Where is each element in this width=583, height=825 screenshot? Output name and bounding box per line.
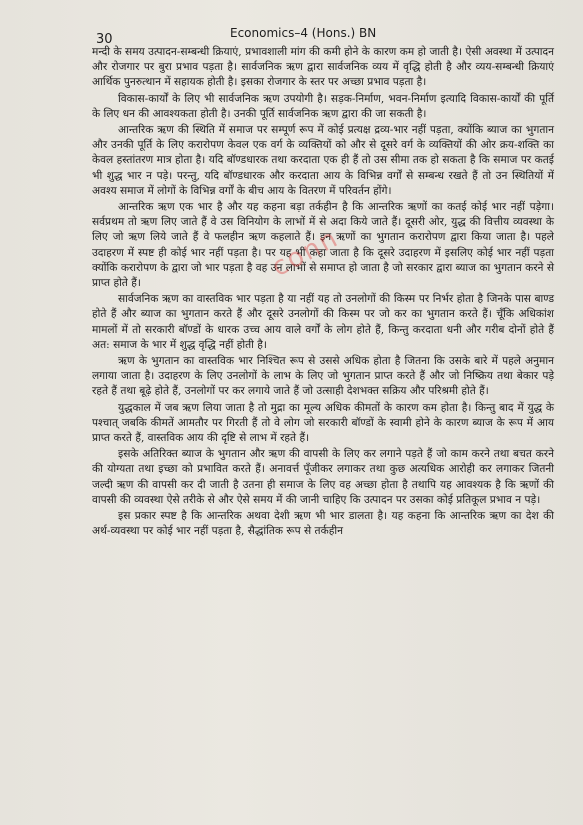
- body-text: [92, 45, 554, 541]
- paragraph: आन्तरिक ऋण की स्थिति में समाज पर सम्पूर्ण रूप में कोई प्रत्यक्ष द्रव्य-भार नहीं पड़ता, क्योंकि ब्याज का भुगतान और उनकी पूर्ति के लिए करारोपण केवल एक वर्ग के व्यक्तियों को और से दूसरे वर्ग के व्यक्तियों की ओर क्रय-शक्ति का केवल हस्तांतरण मात्र होता है। यदि बॉण्डधारक तथा करदाता एक ही हैं तो उस सीमा तक हो सकता है कि समाज पर कतई भी शुद्ध भार न पड़े। परन्तु, यदि बॉण्डधारक और करदाता आय के विभिन्न वर्गों से सम्बन्ध रखते हैं तो उन स्थितियों में अवश्य समाज में लोगों के विभिन्न वर्गों के बीच आय के वितरण में परिवर्तन होंगे।: [92, 124, 554, 197]
- page-header: [0, 22, 583, 47]
- paragraph: युद्धकाल में जब ऋण लिया जाता है तो मुद्रा का मूल्य अधिक कीमतों के कारण कम होता है। किन्तु बाद में युद्ध के पश्चात् जबकि कीमतें आमतौर पर गिरती हैं तो वे लोग जो सरकारी बॉण्डों के स्वामी होने के कारण ब्याज के रूप में आय प्राप्त करते हैं, वास्तविक आय की दृष्टि से लाभ में रहते हैं।: [92, 401, 554, 445]
- watermark: conn: [267, 223, 345, 283]
- paragraph: विकास-कार्यों के लिए भी सार्वजनिक ऋण उपयोगी है। सड़क-निर्माण, भवन-निर्माण इत्यादि विकास-कार्यों की पूर्ति के लिए धन की आवश्यकता होती है। उनकी पूर्ति सार्वजनिक ऋण द्वारा की जा सकती है।: [92, 92, 554, 120]
- paragraph: इसके अतिरिक्त ब्याज के भुगतान और ऋण की वापसी के लिए कर लगाने पड़ते हैं जो काम करने तथा बचत करने की योग्यता तथा इच्छा को प्रभावित करते हैं। अनावर्त्त पूँजीकर लगाकर तथा कुछ अत्यधिक आरोही कर लगाकर जितनी जल्दी ऋण की वापसी कर दी जाती है उतना ही समाज के लिए वह अच्छा होता है तथापि यह आवश्यक है कि ऋणों की वापसी की व्यवस्था ऐसे तरीके से और ऐसे समय में की जानी चाहिए कि उत्पादन पर उसका कोई प्रतिकूल प्रभाव न पड़े।: [92, 448, 554, 506]
- paragraph: सार्वजनिक ऋण का वास्तविक भार पड़ता है या नहीं यह तो उनलोगों की किस्म पर निर्भर होता है जिनके पास बाण्ड होते हैं और ब्याज का भुगतान करते हैं और दूसरे उनलोगों की किस्म पर जो कर का भुगतान करते हैं। चूँकि अधिकांश मामलों में तो सरकारी बॉण्डों के धारक उच्च आय वाले वर्गों के लोग होते हैं, किन्तु करदाता धनी और गरीब दोनों होते हैं अत: समाज के भार में शुद्ध वृद्धि नहीं होती है।: [92, 293, 554, 351]
- page-number: 30: [96, 32, 113, 47]
- paragraph: ऋण के भुगतान का वास्तविक भार निश्चित रूप से उससे अधिक होता है जितना कि उसके बारे में पहले अनुमान लगाया जाता है। उदाहरण के लिए उनलोगों के लाभ के लिए जो भुगतान प्राप्त करते हैं और जो निष्क्रिय तथा बेकार पड़े रहते हैं तथा बूढ़े होते हैं, उनलोगों पर कर लगाये जाते हैं जो उत्साही देशभक्त सक्रिय और परिश्रमी होते हैं।: [92, 355, 554, 398]
- paragraph: आन्तरिक ऋण एक भार है और यह कहना बड़ा तर्कहीन है कि आन्तरिक ऋणों का कतई कोई भार नहीं पड़ेगा। सर्वप्रथम तो ऋण लिए जाते हैं वे उस विनियोग के लाभों में से अदा किये जाते हैं। दूसरी ओर, युद्ध की वित्तीय व्यवस्था के लिए जो ऋण लिये जाते हैं वे फलहीन ऋण कहलाते हैं। इन ऋणों का भुगतान करारोपण द्वारा किया जाता है। पहले उदाहरण में स्पष्ट ही कोई भार नहीं पड़ता है। पर यह भी कहा जाता है कि दूसरे उदाहरण में इसलिए कोई भार नहीं पड़ता क्योंकि करारोपण के द्वारा जो भार पड़ता है वह उन लाभों से समाप्त हो जाता है जो सरकार द्वारा ब्याज का भुगतान करने से प्राप्त होते हैं।: [92, 201, 554, 290]
- running-head: Economics–4 (Hons.) BN: [230, 26, 377, 40]
- paragraph: मन्दी के समय उत्पादन-सम्बन्धी क्रियाएं, प्रभावशाली मांग की कमी होने के कारण कम हो जाती है। ऐसी अवस्था में उत्पादन और रोजगार पर बुरा प्रभाव पड़ता है। सार्वजनिक ऋण द्वारा सार्वजनिक व्यय में वृद्धि होती है और व्यय-सम्बन्धी क्रियाएं आर्थिक पुनरुत्थान में सहायक होती है। इसका रोजगार के स्तर पर अच्छा प्रभाव पड़ता है।: [92, 46, 554, 89]
- paragraph: इस प्रकार स्पष्ट है कि आन्तरिक अथवा देशी ऋण भी भार डालता है। यह कहना कि आन्तरिक ऋण का देश की अर्थ-व्यवस्था पर कोई भार नहीं पड़ता है, सैद्धांतिक रूप से तर्कहीन: [92, 510, 554, 538]
